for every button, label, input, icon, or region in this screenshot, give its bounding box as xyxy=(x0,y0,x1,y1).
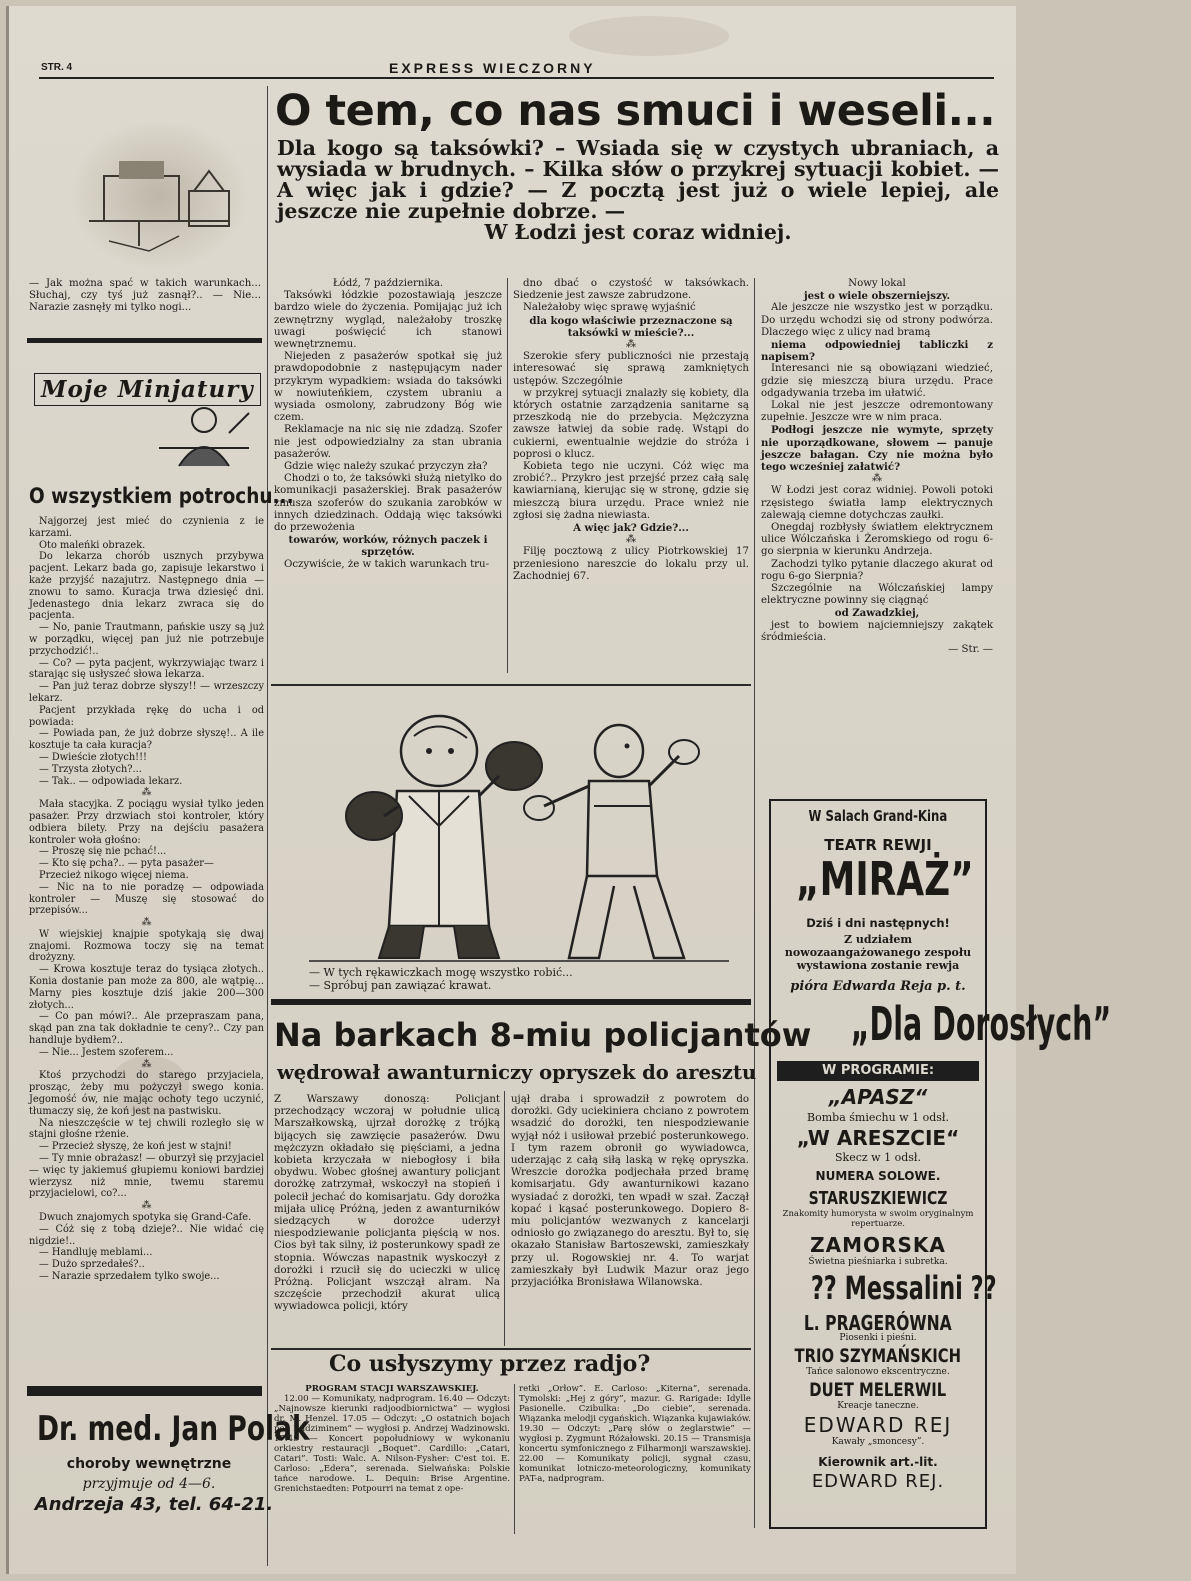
ad-rej xyxy=(771,1413,985,1437)
anecdote-paragraph: — Pan już teraz dobrze słyszy!! — wrzeszczy lekarz. xyxy=(29,681,264,704)
radio-headline: Co usłyszymy przez radjo? xyxy=(329,1351,651,1377)
anecdote-paragraph: Pacjent przykłada rękę do ucha i od powiada: xyxy=(29,704,264,728)
anecdote-paragraph: — Dwieście złotych!!! xyxy=(39,751,147,763)
article-column-1 xyxy=(274,278,502,676)
police-column-2: ujął draba i sprowadził z powrotem do dorożki. Gdy uciekiniera chciano z powrotem wsadzić do dorożki, ten niespodziewanie wyjął nóż i usiłował przebić posterunkowego. I tym razem obronił go wywiadowca, uderzając z całą siłą laską w rękę opryszka. Wreszcie dorożka podjechała przed bramę komisarjatu. Gdy awanturnikowi kazano wysiadać z dorożki, ten wpadł w szał. Zaczął kopać i kąsać posterunkowego. Dopiero 8-miu policjantów wezwanych z kancelarji odniosło go związanego do aresztu. Był to, się okazało Stanisław Bartoszewski, zamieszkały przy ul. Rogowskiej nr. 4. To warjat zamieszkały był Ludwik Mazur oraz jego przyjaciółka Bronisława Wilanowska. xyxy=(511,1094,749,1289)
anecdote-paragraph: — Kto się pcha?.. — pyta pasażer— xyxy=(39,858,214,870)
ad-trio xyxy=(771,1345,985,1367)
ad-areszcie xyxy=(771,1126,985,1150)
ad-trio-sub: Tańce salonowo ekscentryczne. xyxy=(806,1367,950,1377)
article-paragraph: Należałoby więc sprawę wyjaśnić xyxy=(523,302,696,314)
ad-director-label-text: Kierownik art.-lit. xyxy=(818,1455,938,1469)
article-emphasis: dla kogo właściwie przeznaczone są taksówki w mieście?... xyxy=(529,314,733,339)
article-paragraph: Szczególnie na Wólczańskiej lampy elektryczne powinny się ciągnąć xyxy=(761,583,993,607)
article-paragraph: jest to bowiem najciemniejszy zakątek śródmieścia. xyxy=(761,619,993,643)
ad-rej-sub: Kawały „smoncesy”. xyxy=(831,1437,925,1447)
anecdote-paragraph: W wiejskiej knajpie spotykają się dwaj znajomi. Rozmowa toczy się na temat drożyzny. xyxy=(29,928,264,964)
newspaper-title: EXPRESS WIECZORNY xyxy=(389,60,596,76)
page-number: STR. 4 xyxy=(41,62,73,73)
ad-duet xyxy=(771,1379,985,1401)
ad-teatr-text: TEATR REWJI xyxy=(824,836,932,854)
article-column-3 xyxy=(761,278,993,788)
writer-sketch-illustration xyxy=(149,398,259,468)
column-divider xyxy=(504,1091,505,1346)
ad-author: pióra Edwarda Reja p. t. xyxy=(790,979,966,994)
anecdote-paragraph: — Handluję meblami... xyxy=(39,1247,153,1259)
doctor-address: Andrzeja 43, tel. 64-21. xyxy=(34,1494,274,1515)
radio-program-text: 12.00 — Komunikaty, nadprogram. 16.40 — Odczyt: „Najnowsze kierunki radjoodbiornictwa” — wygłosi dr. M. Henzel. 17.05 — Odczyt: „O ostatnich bojach pod Radziminem” — wygłosi p. Andrzej Wadzinowski. 17.45 — Koncert popołudniowy w wykonaniu orkiestry restauracji „Boquet”. Cardillo: „Catari, Catari”. Tosti: Walc. A. Nilson-Fysher: C'est toi. E. Carloso: „Edera”, serenada. Sielwańska: Polskie tańce narodowe. L. Dequin: Brise Argentine. Grenichstaedten: Potpourri na temat z ope- xyxy=(274,1394,510,1494)
ad-show-title-text: „Dla Dorosłych” xyxy=(850,997,1112,1051)
article-emphasis: A więc jak? Gdzie?... xyxy=(573,522,689,535)
divider-asterisks: ⁂ xyxy=(141,917,152,929)
ad-daily xyxy=(771,916,985,930)
anecdote-paragraph: Najgorzej jest mieć do czynienia z ie karzami. xyxy=(29,516,264,539)
column-divider xyxy=(754,278,755,1528)
article-emphasis: towarów, worków, różnych paczek i sprzętów. xyxy=(288,534,488,559)
anecdote-paragraph: Do lekarza chorób usznych przybywa pacjent. Lekarz bada go, zapisuje lekarstwo i każe przyjść nazajutrz. Następnego dnia — znowu to samo. Kuracja trwa dziesięć dni. Jedenastego dnia lekarz zwraca się do pacjenta. xyxy=(29,551,264,622)
anecdote-paragraph: Przecież nikogo więcej niema. xyxy=(39,869,189,881)
article-paragraph: Zachodzi tylko pytanie dlaczego akurat od rogu 6-go Sierpnia? xyxy=(761,558,993,582)
ad-staruszkiewicz xyxy=(771,1188,985,1209)
article-paragraph: Lokal nie jest jeszcze odremontowany zupełnie. Jeszcze wre w nim praca. xyxy=(761,400,993,424)
section-bar xyxy=(27,338,262,343)
article-paragraph: Filję pocztową z ulicy Piotrkowskiej 17 przeniesiono nareszcie do lokalu przy ul. Zachodniej 67. xyxy=(513,546,749,582)
section-rule xyxy=(271,1348,751,1350)
ad-solo xyxy=(771,1169,985,1183)
subheadline-last: W Łodzi jest coraz widniej. xyxy=(484,220,792,244)
ad-director xyxy=(771,1471,985,1492)
anecdote-paragraph: — Dużo sprzedałeś?.. xyxy=(39,1259,145,1271)
article-paragraph: Reklamacje na nic się nie zdadzą. Szofer nie jest odpowiedzialny za stan ubrania pasażerów. xyxy=(274,424,502,460)
ad-zamorska-text: ZAMORSKA xyxy=(810,1233,946,1257)
ad-solo-text: NUMERA SOLOWE. xyxy=(815,1169,941,1183)
anecdote-paragraph: — Krowa kosztuje teraz do tysiąca złotych.. Konia dostanie pan może za 800, ale wątpię... Marny pies kosztuje dziś jakie 200—300 złotych... xyxy=(29,964,264,1011)
article-paragraph: Taksówki łódzkie pozostawiają jeszcze bardzo wiele do życzenia. Pomijając już ich zewnętrzny wygląd, należałoby troszkę uwagi poświęcić ich stanowi wewnętrznemu. xyxy=(274,290,502,351)
newspaper-page xyxy=(6,6,1112,1574)
ad-program-label xyxy=(777,1061,979,1081)
anecdote-paragraph: Ktoś przychodzi do starego przyjaciela, prosząc, żeby mu pożyczył swego konia. Jegomość ów, nie mając ochoty tego uczynić, tłumaczy się, że koń jest na pastwisku. xyxy=(29,1070,264,1117)
ad-cast-intro: Z udziałem nowozaangażowanego zespołu wystawiona zostanie rewja xyxy=(784,933,972,972)
radio-column-1 xyxy=(274,1384,510,1534)
anecdote-paragraph: Na nieszczęście w tej chwili rozległo się w stajni głośne rżenie. xyxy=(29,1117,264,1141)
page-header xyxy=(9,6,1016,76)
main-headline: O tem, co nas smuci i weseli... xyxy=(275,86,996,136)
article-paragraph: Szerokie sfery publiczności nie przestają interesować się sprawą zamkniętych ustępów. Szczególnie xyxy=(513,351,749,387)
ad-areszcie-text: „W ARESZCIE“ xyxy=(796,1126,960,1150)
article-paragraph: Onegdaj rozbłysły światłem elektrycznem ulice Wólczańska i Żeromskiego od rogu 6-go sierpnia w kierunku Andrzeja. xyxy=(761,522,993,558)
anecdote-paragraph: — Nic na to nie poradzę — odpowiada kontroler — Muszę się stosować do przepisów... xyxy=(29,881,264,917)
subheadline-text: Dla kogo są taksówki? – Wsiada się w czystych ubraniach, a wysiada w brudnych. – Kilka słów o przykrej sytuacji kobiet. — A więc jak i gdzie? — Z pocztą jest już o wiele lepiej, ale jeszcze nie zupełnie dobrze. — xyxy=(277,136,999,223)
article-paragraph: Ale jeszcze nie wszystko jest w porządku. Do urzędu wchodzi się od strony podwórza. Dlaczego więc z ulicy nad bramą xyxy=(761,302,993,338)
boxing-cartoon-illustration xyxy=(289,696,749,966)
ad-pragerowna xyxy=(771,1311,985,1335)
minjatury-title: Moje Minjatury xyxy=(34,373,261,406)
section-rule xyxy=(271,684,751,686)
ad-rej-text: EDWARD REJ xyxy=(803,1413,953,1437)
article-paragraph: Chodzi o to, że taksówki służą nietylko do komunikacji pasażerskiej. Brak pasażerów zmusza szoferów do szukania zarobków w innych dziedzinach. Oddają więc taksówki do przewożenia xyxy=(274,473,502,534)
header-rule xyxy=(39,77,994,79)
doctor-name: Dr. med. Jan Polak xyxy=(37,1409,310,1449)
ad-director-label xyxy=(771,1455,985,1469)
doctor-specialty: choroby wewnętrzne xyxy=(66,1456,232,1472)
anecdote-paragraph: — Powiada pan, że już dobrze słyszę!.. A ile kosztuje ta cała kuracja? xyxy=(29,728,264,752)
article-paragraph: Gdzie więc należy szukać przyczyn zła? xyxy=(284,461,488,473)
divider-asterisks: ⁂ xyxy=(141,1058,152,1070)
article-emphasis: od Zawadzkiej, xyxy=(834,607,920,620)
anecdotes-column xyxy=(29,516,264,1396)
column-divider xyxy=(514,1384,515,1534)
dateline: Łódź, 7 października. xyxy=(332,278,444,289)
section-title-wszystkiem: O wszystkiem potrochu... xyxy=(29,484,294,508)
police-subheadline: wędrował awanturniczy opryszek do aresztu xyxy=(277,1061,757,1084)
article-paragraph: Kobieta tego nie uczyni. Cóż więc ma zrobić?.. Przykro jest przejść przez całą salę kawiarnianą, kierując się w stronę, gdzie się mieszczą biura urzędu. Prace wnież nie zgłosi się żadna niewiasta. xyxy=(513,461,749,521)
article-subhead: Nowy lokal xyxy=(848,278,906,289)
column-divider xyxy=(507,278,508,673)
anecdote-paragraph: — Narazie sprzedałem tylko swoje... xyxy=(39,1271,220,1282)
section-bar xyxy=(271,999,751,1005)
article-paragraph: Oczywiście, że w takich warunkach tru- xyxy=(284,558,490,570)
ad-daily-text: Dziś i dni następnych! xyxy=(806,916,950,930)
article-emphasis: jest o wiele obszerniejszy. xyxy=(803,290,951,303)
article-paragraph: Interesanci nie są obowiązani wiedzieć, gdzie się mieszczą biura urzędu. Prace odgadywania trzeba im ułatwić. xyxy=(761,363,993,399)
theatre-ad xyxy=(769,799,1112,1529)
ad-apasz-sub: Bomba śmiechu w 1 odsł. xyxy=(807,1111,949,1124)
bed-sketch-illustration xyxy=(69,121,249,271)
divider-asterisks: ⁂ xyxy=(871,473,883,485)
ad-miraz-text: „MIRAŻ” xyxy=(796,852,974,906)
divider-asterisks: ⁂ xyxy=(625,534,637,546)
ad-pragerowna-sub: Piosenki i pieśni. xyxy=(839,1333,917,1343)
anecdote-paragraph: — Trzysta złotych?... xyxy=(39,763,142,775)
article-signature: — Str. — xyxy=(948,644,993,656)
ad-miraz xyxy=(771,853,985,905)
anecdote-paragraph: — No, panie Trautmann, pańskie uszy są już w porządku, więcej pan już nie potrzebuje przychodzić!.. xyxy=(29,622,264,657)
ad-apasz-text: „APASZ“ xyxy=(828,1085,928,1109)
divider-asterisks: ⁂ xyxy=(141,787,152,799)
divider-asterisks: ⁂ xyxy=(141,1200,152,1212)
anecdote-paragraph: — Nie... Jestem szoferem... xyxy=(39,1046,174,1058)
ad-staruszkiewicz-sub: Znakomity humorysta w swoim oryginalnym repertuarze. xyxy=(782,1209,974,1229)
ad-show-title xyxy=(771,996,1112,1052)
anecdote-paragraph: Dwuch znajomych spotyka się Grand-Cafe. xyxy=(39,1212,252,1224)
police-headline: Na barkach 8-miu policjantów xyxy=(274,1016,812,1054)
article-paragraph: W Łodzi jest coraz widniej. Powoli potoki rzęsistego światła lamp elektrycznych zalewają ciemne dotychczas zaułki. xyxy=(761,485,993,521)
article-emphasis: Podłogi jeszcze nie wymyte, sprzęty nie uporządkowane, słowem — panuje jeszcze bałagan. Czy nie można było tego wcześniej załatwić? xyxy=(761,424,993,474)
anecdote-paragraph: — Co? — pyta pacjent, wykrzywiając twarz i starając się usłyszeć słowa lekarza. xyxy=(29,657,264,681)
anecdote-paragraph: — Ty mnie obrażasz! — oburzył się przyjaciel — więc ty jakiemuś głupiemu koniowi bardziej wierzysz niż mnie, twemu staremu przyjacielowi, co?... xyxy=(29,1153,264,1200)
ad-venue xyxy=(771,807,985,825)
article-emphasis: niema odpowiedniej tabliczki z napisem? xyxy=(761,339,993,364)
doctor-hours: przyjmuje od 4—6. xyxy=(82,1476,216,1492)
ad-zamorska xyxy=(771,1233,985,1257)
ad-venue-text: W Salach Grand-Kina xyxy=(808,807,948,825)
article-paragraph: Niejeden z pasażerów spotkał się już prawdopodobnie z następującym nader przykrym wypadkiem: wsiada do taksówki w nowiuteńkiem, czystem ubraniu a wysiada osmolony, zabrudzony Bóg wie czem. xyxy=(274,351,502,424)
anecdote-paragraph: — Proszę się nie pchać!... xyxy=(39,846,167,858)
ad-apasz xyxy=(771,1085,985,1109)
anecdote-paragraph: — Co pan mówi?.. Ale przepraszam pana, skąd pan zna tak dokładnie te ceny?.. Czy pan handluje bydłem?.. xyxy=(29,1011,264,1047)
ad-director-text: EDWARD REJ. xyxy=(811,1471,945,1492)
anecdote-paragraph: — Tak.. — odpowiada lekarz. xyxy=(39,775,183,787)
article-paragraph: w przykrej sytuacji znalazły się kobiety, dla których ostatnie zarządzenia sanitarne są przeszkodą nie do przebycia. Mężczyzna zawsze łatwiej da sobie radę. Wstąpi do cukierni, ewentualnie wejdzie do stróża i poprosi o klucz. xyxy=(513,387,749,460)
anecdote-paragraph: Mała stacyjka. Z pociągu wysiał tylko jeden pasażer. Przy drzwiach stoi kontroler, który odbiera bilety. Przy na dejściu pasażera kontroler woła głośno: xyxy=(29,799,264,846)
anecdote-paragraph: — Przecież słyszę, że koń jest w stajni! xyxy=(39,1141,232,1153)
column-divider xyxy=(267,86,268,1566)
sketch-caption: — Jak można spać w takich warunkach... Słuchaj, czy tyś już zasnął?.. — Nie... Narazie zasnęły mi tylko nogi... xyxy=(29,278,261,314)
radio-program-head: PROGRAM STACJI WARSZAWSKIEJ. xyxy=(305,1384,479,1394)
article-column-2 xyxy=(513,278,749,676)
anecdote-paragraph: Oto maleńki obrazek. xyxy=(39,539,146,551)
ad-staruszkiewicz-text: STARUSZKIEWICZ xyxy=(808,1188,948,1209)
cartoon-caption xyxy=(309,966,749,992)
ad-duet-sub: Kreacje taneczne. xyxy=(837,1401,919,1411)
cartoon-caption-line: — Spróbuj pan zawiązać krawat. xyxy=(309,979,492,992)
ad-trio-text: TRIO SZYMAŃSKICH xyxy=(794,1345,962,1367)
police-column-1: Z Warszawy donoszą: Policjant przechodzący wczoraj w południe ulicą Marszałkowską, ujrzał dorożkę z trójką bijących się zawzięcie pasażerów. Dwu mężczyzn okładało się pięściami, a jedna kobieta krzyczała w niebogłosy i biła obydwu. Wobec głośnej awantury policjant dorożkę zatrzymał, wskoczył na stopień i polecił jechać do komisarjatu. Gdy dorożka mijała ulicę Próżną, jeden z awanturników siedzących w dorożce uderzył niespodziewanie policjanta pięścią w nos. Cios był tak silny, iż posterunkowy spadł ze stopnia. Wówczas napastnik wyskoczył z dorożki i rzucił się do ucieczki w ulicę Próżną. Policjant wszczął alram. Na szczęście przechodził akurat ulicą wywiadowca policji, który xyxy=(274,1094,500,1313)
ad-zamorska-sub: Świetna pieśniarka i subretka. xyxy=(808,1257,948,1267)
ad-messalini xyxy=(771,1269,997,1307)
divider-asterisks: ⁂ xyxy=(625,339,637,351)
section-bar xyxy=(27,1386,262,1396)
ad-messalini-text: ?? Messalini ?? xyxy=(810,1269,997,1307)
anecdote-paragraph: — Cóż się z tobą dzieje?.. Nie widać cię nigdzie!.. xyxy=(29,1223,264,1247)
ad-program-label-text: W PROGRAMIE: xyxy=(821,1063,935,1078)
article-paragraph: dno dbać o czystość w taksówkach. Siedzenie jest zawsze zabrudzone. xyxy=(513,278,749,302)
radio-column-2: retki „Orłow”. E. Carloso: „Kiterna”, serenada. Tymolski: „Hej z góry”, mazur. G. Rarigade: Idylle Pasionelle. Czibulka: „Do ciebie”, serenada. Wiązanka melodji cygańskich. Wiązanka kujawiaków. 19.30 — Odczyt: „Parę słów o żeglarstwie” — wygłosi p. Zygmunt Różałowski. 20.15 — Transmisja koncertu symfonicznego z Filharmonji warszawskiej. 22.00 — Komunikaty policji, sygnał czasu, komunikat lotniczo-meteorologiczny, komunikaty PAT-a, nadprogram. xyxy=(519,1384,751,1484)
cartoon-caption-line: — W tych rękawiczkach mogę wszystko robić... xyxy=(309,966,573,979)
ad-areszcie-sub: Skecz w 1 odsł. xyxy=(835,1151,921,1164)
main-subheadline xyxy=(277,138,999,243)
ad-pragerowna-text: L. PRAGERÓWNA xyxy=(804,1311,952,1335)
doctor-ad xyxy=(29,1406,310,1536)
ad-duet-text: DUET MELERWIL xyxy=(809,1379,947,1401)
